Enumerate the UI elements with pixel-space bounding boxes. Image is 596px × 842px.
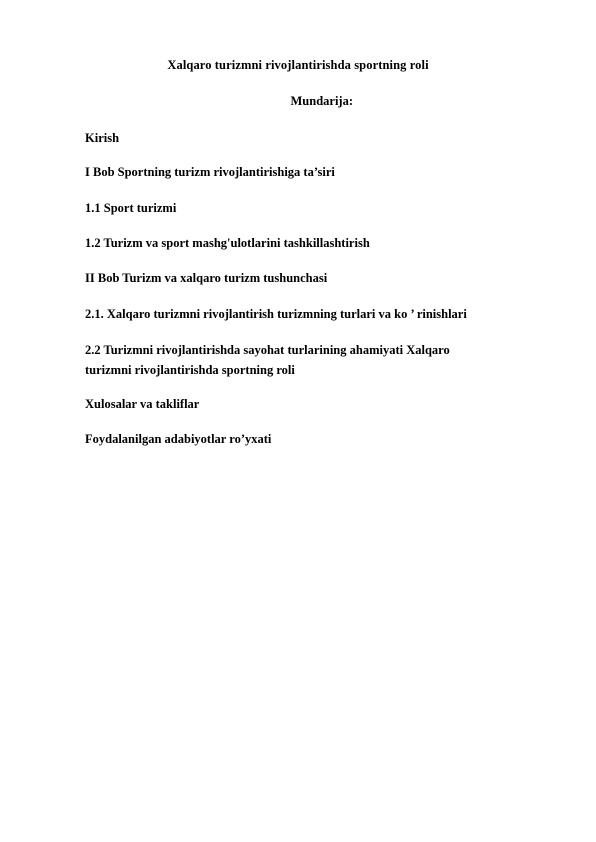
toc-entry-section-1-1: 1.1 Sport turizmi [85,201,177,215]
toc-entry-section-2-2-line-2: turizmni rivojlantirishda sportning roli [85,363,295,377]
toc-entry-conclusions: Xulosalar va takliflar [85,397,200,411]
toc-entry-section-1-2: 1.2 Turizm va sport mashg'ulotlarini tashkillashtirish [85,236,370,250]
toc-entry-section-2-2-line-1: 2.2 Turizmni rivojlantirishda sayohat turlarining ahamiyati Xalqaro [85,343,450,357]
toc-entry-section-2-2 [85,340,525,380]
toc-entry-references: Foydalanilgan adabiyotlar ro’yxati [85,432,272,446]
toc-entry-chapter-2: II Bob Turizm va xalqaro turizm tushunchasi [85,271,328,285]
toc-entry-chapter-1: I Bob Sportning turizm rivojlantirishiga ta’siri [85,165,335,179]
toc-heading: Mundarija: [290,94,353,108]
document-title: Xalqaro turizmni rivojlantirishda sportning roli [167,58,429,72]
toc-entry-introduction: Kirish [85,131,120,145]
toc-entry-section-2-1: 2.1. Xalqaro turizmni rivojlantirish turizmning turlari va ko ’ rinishlari [85,307,467,321]
